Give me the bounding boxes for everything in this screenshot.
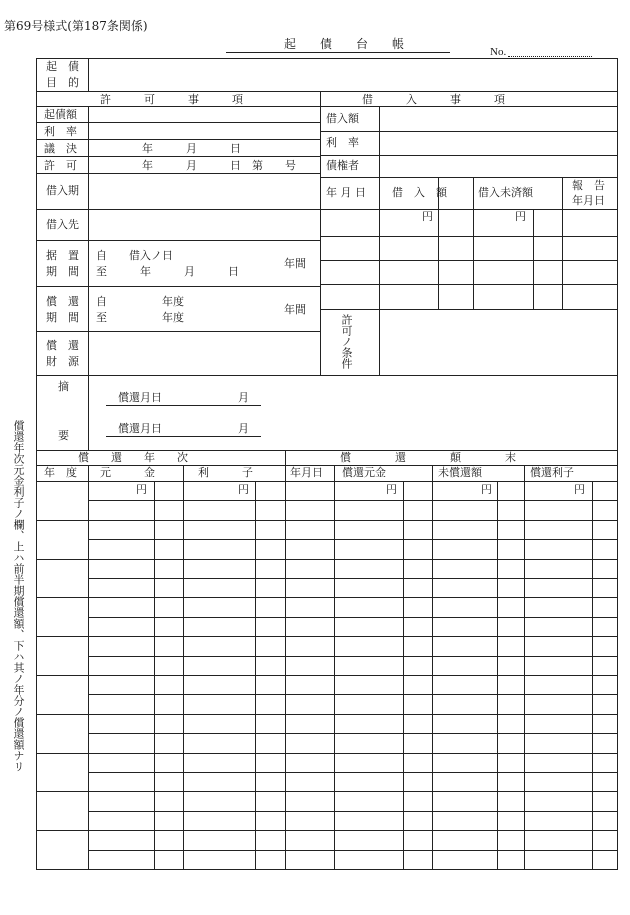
grid-line-h — [36, 714, 618, 715]
deferment-label-2: 期 間 — [46, 265, 79, 278]
actuals-interest-col: 償還利子 — [530, 466, 574, 479]
repayment-from[interactable]: 自 年度 — [96, 295, 184, 308]
grid-line-h — [88, 694, 618, 695]
grid-line-v — [285, 450, 286, 870]
schedule-interest-col: 利 子 — [198, 466, 253, 479]
repayment-to[interactable]: 至 年度 — [96, 311, 184, 324]
deferment-to[interactable]: 至 年 月 日 — [96, 265, 239, 278]
schedule-interest-yen: 円 — [238, 483, 249, 496]
source-label-1: 償 還 — [46, 339, 79, 352]
borrow-col-report-2: 年月日 — [572, 194, 605, 207]
no-field[interactable] — [508, 56, 592, 57]
grid-line-v — [524, 465, 525, 870]
deferment-label-1: 据 置 — [46, 249, 79, 262]
form-number: 第69号様式(第187条関係) — [4, 19, 148, 33]
permit-rate-label: 利 率 — [44, 125, 77, 138]
grid-line-h — [88, 656, 618, 657]
grid-line-h — [36, 791, 618, 792]
purpose-field[interactable] — [90, 60, 616, 90]
grid-line-h — [36, 636, 618, 637]
borrow-heading: 借 入 事 項 — [362, 93, 505, 106]
borrow-yen-2: 円 — [515, 210, 526, 223]
lender-label: 借入先 — [46, 218, 79, 231]
conditions-label: 許可ノ条件 — [340, 314, 353, 369]
permit-heading: 許 可 事 項 — [100, 93, 243, 106]
ledger-frame — [36, 58, 618, 870]
resolution-label: 議 決 — [44, 142, 77, 155]
grid-line-v — [432, 465, 433, 870]
actuals-unpaid-yen: 円 — [481, 483, 492, 496]
borrow-col-date: 年 月 日 — [326, 186, 366, 199]
grid-line-v — [183, 465, 184, 870]
borrow-yen-1: 円 — [422, 210, 433, 223]
summary-line-2-month: 月 — [238, 422, 249, 435]
borrow-col-unpaid: 借入未済額 — [478, 186, 533, 199]
repayment-label-1: 償 還 — [46, 295, 79, 308]
schedule-year-col: 年 度 — [44, 466, 77, 479]
resolution-date[interactable]: 年 月 日 — [142, 142, 241, 155]
actuals-principal-col: 償還元金 — [342, 466, 386, 479]
actuals-heading: 償 還 顛 末 — [340, 451, 516, 464]
grid-line-h — [88, 500, 618, 501]
deferment-unit: 年間 — [284, 257, 306, 270]
grid-line-h — [88, 850, 618, 851]
borrow-col-amount: 借 入 額 — [392, 186, 447, 199]
borrow-col-report: 報 告 — [572, 179, 605, 192]
title-underline — [226, 52, 450, 53]
permit-date[interactable]: 年 月 日 第 号 — [142, 159, 296, 172]
actuals-unpaid-col: 未償還額 — [438, 466, 482, 479]
actuals-interest-yen: 円 — [574, 483, 585, 496]
grid-line-h — [36, 520, 618, 521]
grid-line-h — [36, 597, 618, 598]
side-note: 償還年次元金利子ノ欄、上ハ前半期償還額、下ハ其ノ年分ノ償還額ナリ — [12, 420, 25, 772]
borrow-amount-label: 借入額 — [326, 112, 359, 125]
creditor-label: 債権者 — [326, 159, 359, 172]
grid-line-v — [88, 465, 89, 870]
purpose-label-1: 起 債 — [46, 60, 79, 73]
borrow-rate-label: 利 率 — [326, 136, 359, 149]
grid-line-h — [88, 811, 618, 812]
summary-label-1: 摘 — [58, 380, 69, 393]
grid-line-h — [88, 617, 618, 618]
schedule-principal-yen: 円 — [136, 483, 147, 496]
grid-line-h — [36, 675, 618, 676]
schedule-principal-col: 元 金 — [100, 466, 155, 479]
borrow-period-label: 借入期 — [46, 184, 79, 197]
grid-line-h — [36, 869, 618, 870]
summary-label-2: 要 — [58, 429, 69, 442]
deferment-from[interactable]: 自 借入ノ日 — [96, 249, 173, 262]
actuals-principal-yen: 円 — [386, 483, 397, 496]
grid-line-h — [36, 559, 618, 560]
grid-line-h — [36, 830, 618, 831]
grid-line-v — [334, 465, 335, 870]
summary-line-2: 償還月日 — [118, 422, 162, 435]
actuals-date-col: 年月日 — [290, 466, 323, 479]
permit-amount-label: 起債額 — [44, 108, 77, 121]
grid-line-h — [88, 733, 618, 734]
grid-line-h — [88, 578, 618, 579]
summary-line-1-month: 月 — [238, 391, 249, 404]
repayment-unit: 年間 — [284, 303, 306, 316]
schedule-heading: 償 還 年 次 — [78, 451, 188, 464]
grid-line-h — [36, 753, 618, 754]
grid-line-h — [88, 539, 618, 540]
page-title: 起 債 台 帳 — [284, 37, 405, 51]
repayment-label-2: 期 間 — [46, 311, 79, 324]
grid-line-h — [88, 772, 618, 773]
purpose-label-2: 目 的 — [46, 76, 79, 89]
source-label-2: 財 源 — [46, 355, 79, 368]
permit-label: 許 可 — [44, 159, 77, 172]
summary-line-1: 償還月日 — [118, 391, 162, 404]
no-label: No. — [490, 46, 507, 58]
